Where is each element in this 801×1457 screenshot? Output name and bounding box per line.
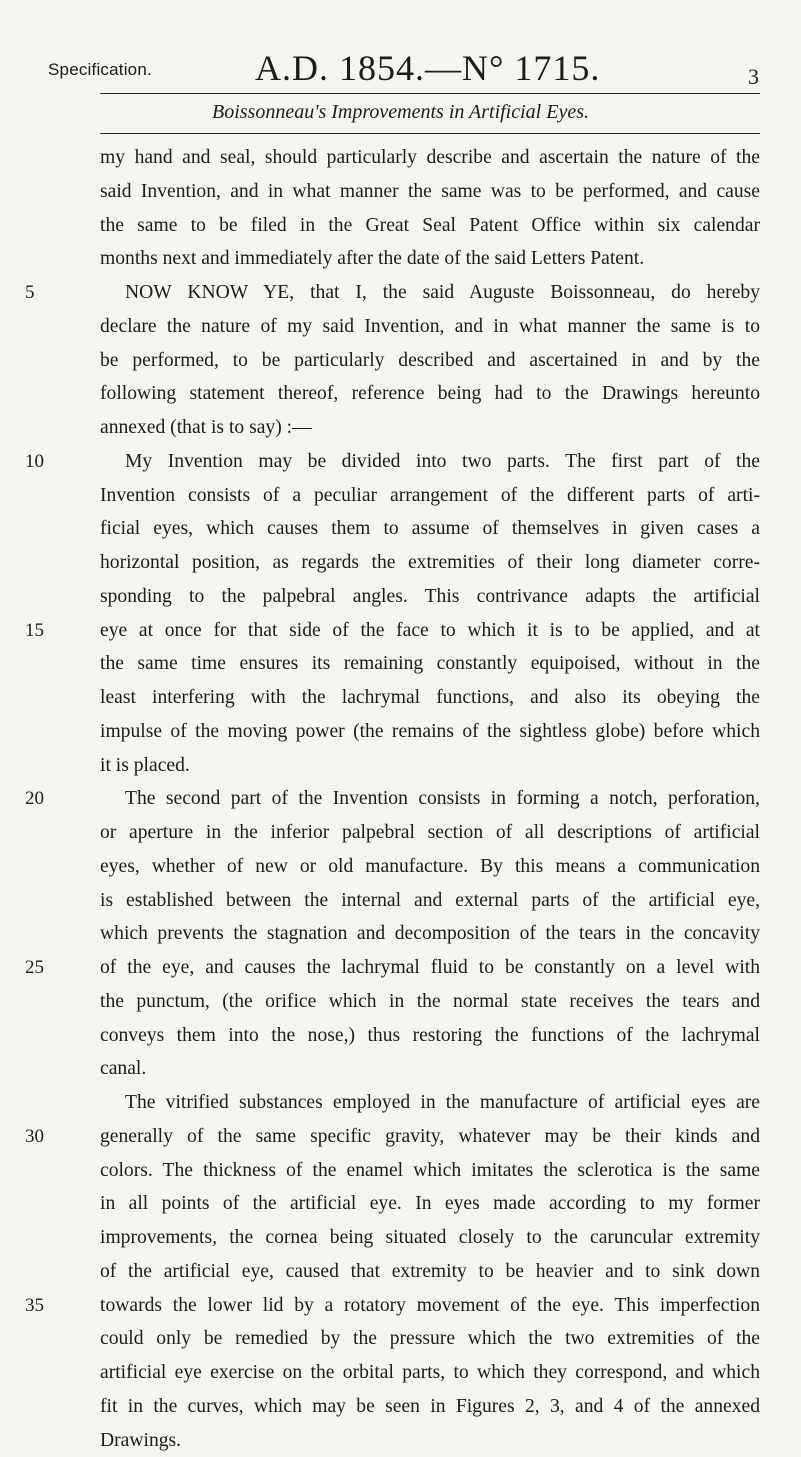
- text-line: [100, 512, 760, 546]
- text-line: [100, 715, 760, 749]
- text-line: [100, 782, 760, 816]
- text-line-content: following statement thereof, reference being had to the Drawings hereunto: [100, 383, 760, 404]
- text-line-content: which prevents the stagnation and decomposition of the tears in the concavity: [100, 923, 760, 944]
- text-line: [100, 411, 760, 445]
- text-line: [100, 884, 760, 918]
- specification-label: Specification.: [48, 60, 152, 80]
- text-line-content: Invention consists of a peculiar arrangement of the different parts of arti-: [100, 485, 760, 506]
- text-line-content: said Invention, and in what manner the same was to be performed, and cause: [100, 181, 760, 202]
- text-line-content: it is placed.: [100, 755, 190, 776]
- text-line-content: conveys them into the nose,) thus restoring the functions of the lachrymal: [100, 1025, 760, 1046]
- text-line-content: eyes, whether of new or old manufacture. By this means a communication: [100, 856, 760, 877]
- text-line: [100, 1289, 760, 1323]
- text-line: [100, 917, 760, 951]
- page-number: 3: [748, 64, 759, 90]
- line-number: 10: [25, 445, 65, 479]
- text-line: [100, 1086, 760, 1120]
- text-line-content: generally of the same specific gravity, whatever may be their kinds and: [100, 1126, 760, 1147]
- text-line-content: The vitrified substances employed in the manufacture of artificial eyes are: [125, 1092, 760, 1113]
- text-line: [100, 242, 760, 276]
- text-line-content: NOW KNOW YE, that I, the said Auguste Boissonneau, do hereby: [125, 282, 760, 303]
- text-line-content: My Invention may be divided into two parts. The first part of the: [125, 451, 760, 472]
- line-number: 35: [25, 1289, 65, 1323]
- text-line-content: eye at once for that side of the face to which it is to be applied, and at: [100, 620, 760, 641]
- text-line: [100, 985, 760, 1019]
- text-line: [100, 141, 760, 175]
- text-line-content: my hand and seal, should particularly describe and ascertain the nature of the: [100, 147, 760, 168]
- text-line: [100, 1390, 760, 1424]
- text-line-content: annexed (that is to say) :—: [100, 417, 312, 438]
- text-line: [100, 580, 760, 614]
- header-rule-top: [100, 93, 760, 94]
- text-line: [100, 749, 760, 783]
- text-line-content: of the artificial eye, caused that extremity to be heavier and to sink down: [100, 1261, 760, 1282]
- text-line: [100, 1255, 760, 1289]
- text-line-content: is established between the internal and external parts of the artificial eye,: [100, 890, 760, 911]
- text-line-content: in all points of the artificial eye. In eyes made according to my former: [100, 1193, 760, 1214]
- text-line-content: canal.: [100, 1058, 146, 1079]
- text-line-content: impulse of the moving power (the remains of the sightless globe) before which: [100, 721, 760, 742]
- text-line: [100, 1120, 760, 1154]
- text-line: [100, 1187, 760, 1221]
- text-line: [100, 1424, 760, 1457]
- text-line-content: could only be remedied by the pressure which the two extremities of the: [100, 1328, 760, 1349]
- text-line-content: The second part of the Invention consists in forming a notch, perforation,: [125, 788, 760, 809]
- text-line-content: of the eye, and causes the lachrymal fluid to be constantly on a level with: [100, 957, 760, 978]
- text-line: [100, 310, 760, 344]
- text-line-content: the same to be filed in the Great Seal Patent Office within six calendar: [100, 215, 760, 236]
- text-line-content: Drawings.: [100, 1430, 181, 1451]
- text-line: [100, 1356, 760, 1390]
- text-line: [100, 276, 760, 310]
- text-line-content: sponding to the palpebral angles. This contrivance adapts the artificial: [100, 586, 760, 607]
- text-line: [100, 647, 760, 681]
- text-line-content: least interfering with the lachrymal functions, and also its obeying the: [100, 687, 760, 708]
- text-line: [100, 445, 760, 479]
- text-line-content: the same time ensures its remaining constantly equipoised, without in the: [100, 653, 760, 674]
- text-line: [100, 1019, 760, 1053]
- line-number: 30: [25, 1120, 65, 1154]
- text-line: [100, 1322, 760, 1356]
- text-line-content: towards the lower lid by a rotatory movement of the eye. This imperfection: [100, 1295, 760, 1316]
- text-line-content: the punctum, (the orifice which in the normal state receives the tears and: [100, 991, 760, 1012]
- text-line-content: horizontal position, as regards the extremities of their long diameter corre-: [100, 552, 760, 573]
- text-line: [100, 1052, 760, 1086]
- text-line-content: or aperture in the inferior palpebral section of all descriptions of artificial: [100, 822, 760, 843]
- text-line-content: fit in the curves, which may be seen in Figures 2, 3, and 4 of the annexed: [100, 1396, 760, 1417]
- header-rule-bottom: [100, 133, 760, 134]
- text-line: [100, 175, 760, 209]
- text-line: [100, 209, 760, 243]
- text-line: [100, 1221, 760, 1255]
- text-line-content: months next and immediately after the date of the said Letters Patent.: [100, 248, 644, 269]
- text-line-content: be performed, to be particularly described and ascertained in and by the: [100, 350, 760, 371]
- line-number: 20: [25, 782, 65, 816]
- text-line: [100, 377, 760, 411]
- text-line: [100, 1154, 760, 1188]
- text-line: [100, 344, 760, 378]
- text-line-content: declare the nature of my said Invention, and in what manner the same is to: [100, 316, 760, 337]
- text-line-content: improvements, the cornea being situated closely to the caruncular extremity: [100, 1227, 760, 1248]
- text-line-content: ficial eyes, which causes them to assume of themselves in given cases a: [100, 518, 760, 539]
- line-number: 15: [25, 614, 65, 648]
- running-head: Boissonneau's Improvements in Artificial Eyes.: [0, 101, 801, 124]
- body-text: [100, 141, 760, 1457]
- line-number: 5: [25, 276, 65, 310]
- text-line: [100, 614, 760, 648]
- text-line: [100, 681, 760, 715]
- text-line-content: colors. The thickness of the enamel which imitates the sclerotica is the same: [100, 1160, 760, 1181]
- text-line: [100, 479, 760, 513]
- text-line: [100, 816, 760, 850]
- line-number: 25: [25, 951, 65, 985]
- text-line: [100, 546, 760, 580]
- patent-title: A.D. 1854.—N° 1715.: [255, 47, 600, 89]
- text-line: [100, 951, 760, 985]
- text-line: [100, 850, 760, 884]
- text-line-content: artificial eye exercise on the orbital parts, to which they correspond, and which: [100, 1362, 760, 1383]
